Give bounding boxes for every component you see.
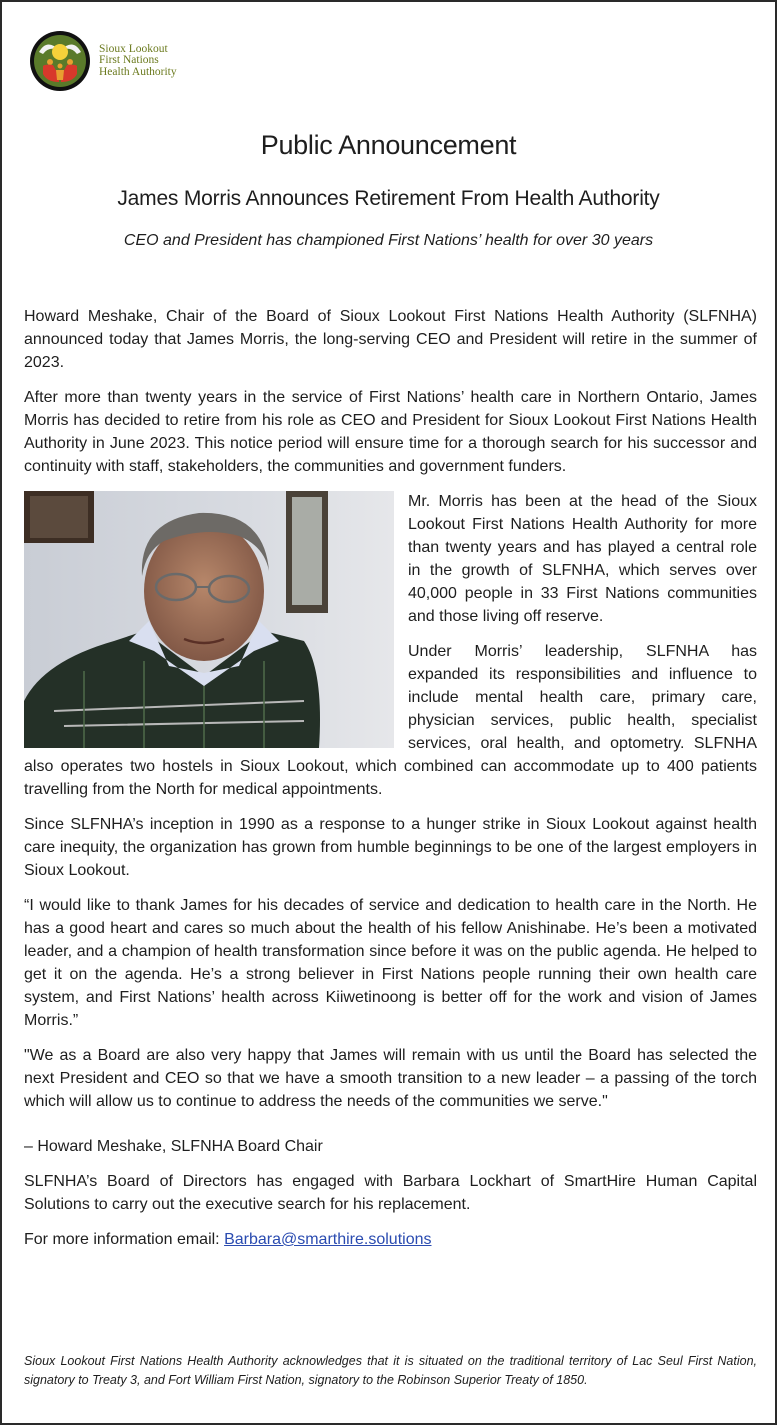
quote-attribution: – Howard Meshake, SLFNHA Board Chair	[24, 1138, 323, 1155]
logo-wordmark	[99, 44, 177, 79]
contact-email-link[interactable]: Barbara@smarthire.solutions	[224, 1231, 432, 1248]
paragraph-retirement: After more than twenty years in the service of First Nations’ health care in Northern Ontario, James Morris has decided to retire from his role as CEO and President for Sioux Lookout First Nations Health Authority in June 2023. This notice period will ensure time for a thorough search for his successor and continuity with staff, stakeholders, the communities and government funders.	[24, 389, 757, 475]
article-body	[24, 305, 757, 1263]
logo-line-2: First Nations	[99, 54, 159, 67]
quote-thanks: “I would like to thank James for his decades of service and dedication to health care in the North. He has a good heart and cares so much about the health of his fellow Anishinabe. He’s been a motivated leader, and a champion of health transformation since before it was on the public agenda. He helped to get it on the agenda. He’s a strong believer in First Nations people running their own health care system, and First Nations’ health across Kiiwetinoong is better off for the work and vision of James Morris.”	[24, 897, 757, 1029]
land-acknowledgement: Sioux Lookout First Nations Health Authority acknowledges that it is situated on the traditional territory of Lac Seul First Nation, signatory to Treaty 3, and Fort William First Nation, signatory to the Robinson Superior Treaty of 1850.	[24, 1354, 757, 1387]
contact-line	[24, 1228, 757, 1251]
quote-board: "We as a Board are also very happy that James will remain with us until the Board has selected the next President and CEO so that we have a smooth transition to a new leader – a passing of the torch which will allow us to continue to address the needs of the communities we serve."	[24, 1047, 757, 1110]
paragraph-tenure: Mr. Morris has been at the head of the Sioux Lookout First Nations Health Authority for more than twenty years and has played a central role in the growth of SLFNHA, which serves over 40,000 people in 33 First Nations communities and those living off reserve.	[408, 493, 757, 625]
logo-line-3: Health Authority	[99, 65, 177, 78]
portrait-photo	[24, 491, 394, 748]
paragraph-history: Since SLFNHA’s inception in 1990 as a response to a hunger strike in Sioux Lookout against health care inequity, the organization has grown from humble beginnings to be one of the largest employers in Sioux Lookout.	[24, 816, 757, 879]
portrait-image	[24, 491, 394, 748]
paragraph-leadership: Under Morris’ leadership, SLFNHA has expanded its responsibilities and influence to include mental health care, primary care, physician services, public health, specialist services, oral health, and optometry. SLFNHA also operates two hostels in Sioux Lookout, which combined can accommodate up to 400 patients travelling from the North for medical appointments.	[24, 643, 757, 798]
subheadline: CEO and President has championed First Nations’ health for over 30 years	[123, 232, 654, 249]
headline: James Morris Announces Retirement From Health Authority	[117, 187, 660, 210]
page-title: Public Announcement	[260, 130, 517, 160]
paragraph-intro: Howard Meshake, Chair of the Board of Sioux Lookout First Nations Health Authority (SLFNHA) announced today that James Morris, the long-serving CEO and President will retire in the summer of 2023.	[24, 308, 757, 371]
sioux-lookout-emblem-icon	[29, 30, 91, 92]
paragraph-search: SLFNHA’s Board of Directors has engaged with Barbara Lockhart of SmartHire Human Capital Solutions to carry out the executive search for his replacement.	[24, 1173, 757, 1213]
logo-line-1: Sioux Lookout	[99, 42, 168, 55]
organization-logo	[29, 30, 177, 92]
contact-label: For more information email:	[24, 1231, 225, 1248]
